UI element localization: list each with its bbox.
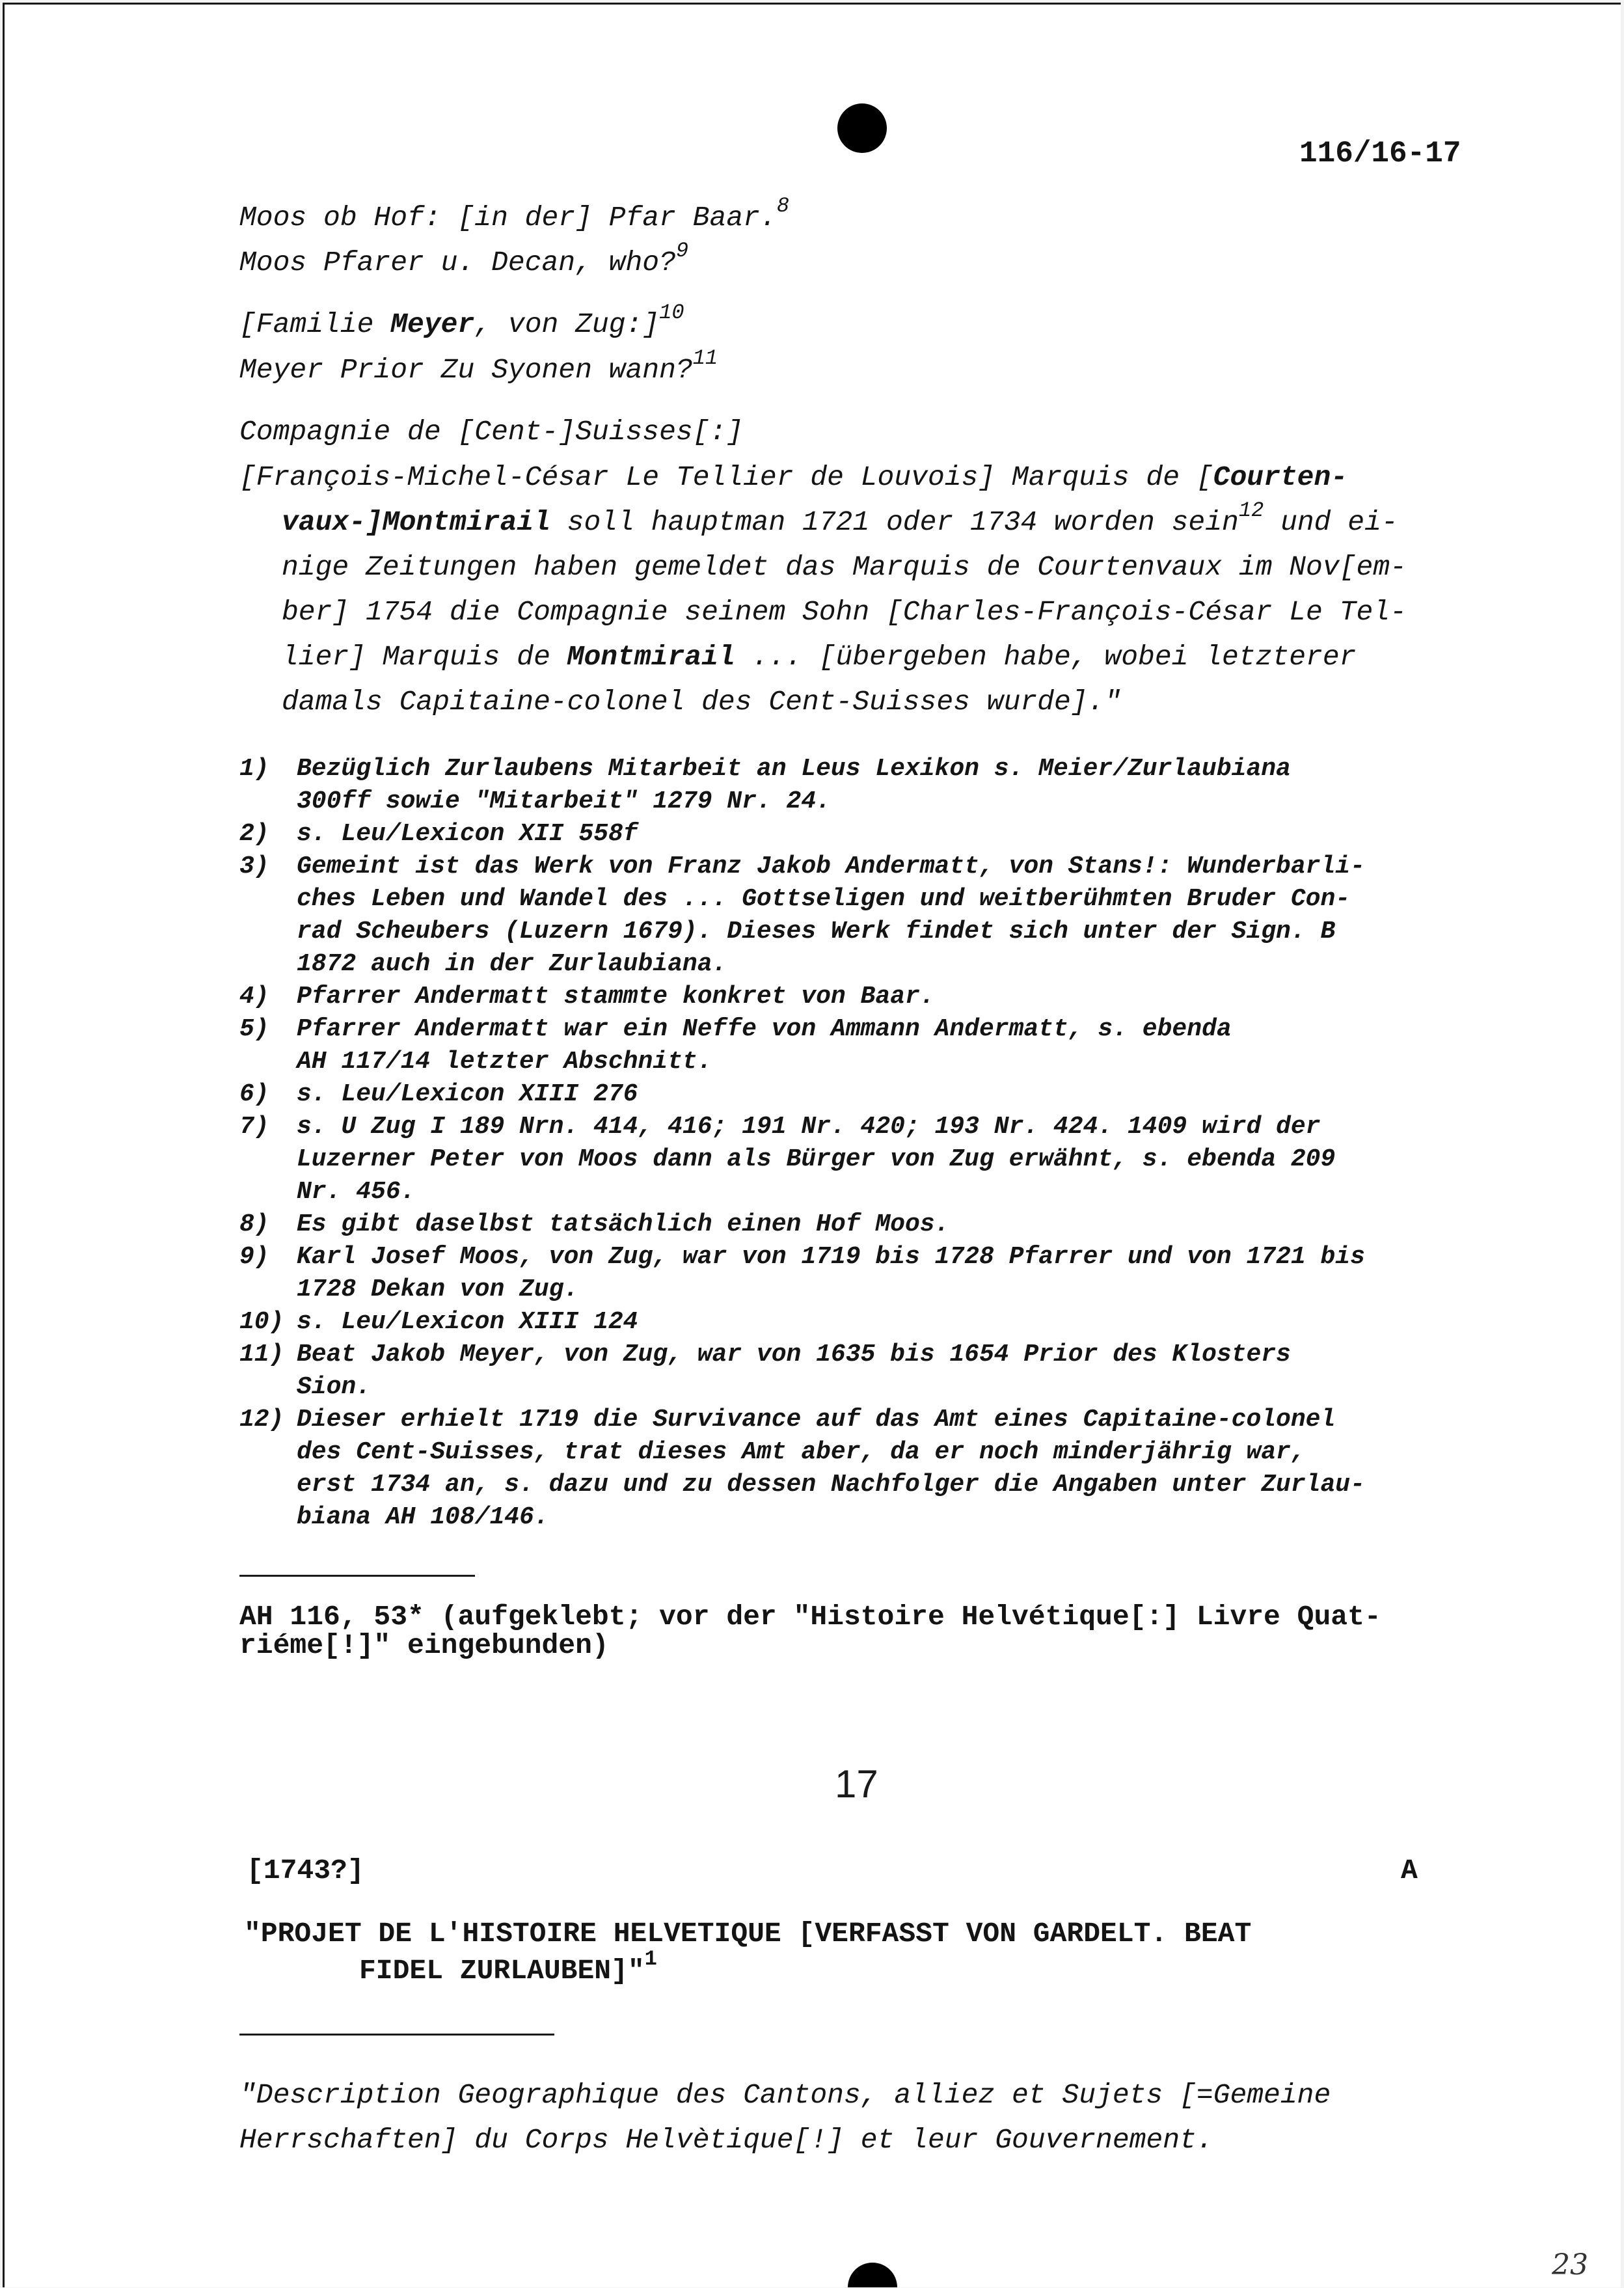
entry-meyer-prior: Meyer Prior Zu Syonen wann?$^{11}$ — [239, 346, 718, 386]
francois-line-4: ber] 1754 die Compagnie seinem Sohn [Charles-François-César Le Tel- — [282, 596, 1407, 628]
francois-line-3: nige Zeitungen haben gemeldet das Marquis de Courtenvaux im Nov[em- — [282, 551, 1407, 583]
divider-rule — [239, 1575, 475, 1577]
entry-moos-pfarer: Moos Pfarer u. Decan, who?$^9$ — [239, 238, 689, 279]
description-line-2: Herrschaften] du Corps Helvètique[!] et leur Gouvernement. — [239, 2124, 1213, 2156]
francois-line-6: damals Capitaine-colonel des Cent-Suisses wurde]." — [282, 686, 1122, 718]
document-title-line-1: "PROJET DE L'HISTOIRE HELVETIQUE [VERFASST VON GARDELT. BEAT — [244, 1918, 1252, 1950]
entry-familie-meyer: [Familie Meyer, von Zug:]$^{10}$ — [239, 300, 684, 340]
source-note-line-2: riéme[!]" eingebunden) — [239, 1629, 609, 1661]
francois-line-5: lier] Marquis de Montmirail ... [übergeben habe, wobei letzterer — [282, 641, 1357, 673]
punch-hole-bottom — [848, 2263, 897, 2287]
document-letter: A — [1401, 1855, 1418, 1886]
document-page: 116/16-17 Moos ob Hof: [in der] Pfar Baar.$^8$ Moos Pfarer u. Decan, who?$^9$ [Familie Meyer, von Zug:]$^{10}$ Meyer Prior Zu Syonen wann?$^{11}$ Compagnie de [Cent-]Suisses[:] [François-Michel-César Le Tellier de Louvois] Marquis de [Courten- vaux-]Montmirail soll hauptman 1721 oder 1734 worden sein$^{12}$ und ei- nige Zeitungen haben gemeldet das Marquis de Courtenvaux im Nov[em- ber] 1754 die Compagnie seinem Sohn [Charles-François-César Le Tel- lier] Marquis de Montmirail ... [übergeben habe, wobei letzterer damals Capitaine-colonel des Cent-Suisses wurde]." 1) Bezüglich Zurlaubens Mitarbeit an Leus Lexikon s. Meier/Zurlaubiana 300ff sowie "Mitarbeit" 1279 Nr. 24. 2) s. Leu/Lexicon XII 558f 3) Gemeint ist das Werk von Franz Jakob Andermatt, von Stans!: Wunderbarli- ches Leben und Wandel des ... Gottseligen und weitberühmten Bruder Con- rad Scheubers (Luzern 1679). Dieses Werk findet sich unter der Sign. B 1872 auch in der Zurlaubiana. 4) Pfarrer Andermatt stammte konkret von Baar. 5) Pfarrer Andermatt war ein Neffe von Ammann Andermatt, s. ebenda AH 117/14 letzter Abschnitt. 6) s. Leu/Lexicon XIII 276 7) s. U Zug I 189 Nrn. 414, 416; 191 Nr. 420; 193 Nr. 424. 1409 wird der Luzerner Peter von Moos dann als Bürger von Zug erwähnt, s. ebenda 209 Nr. 456. 8) Es gibt daselbst tatsächlich einen Hof Moos. 9) Karl Josef Moos, von Zug, war von 1719 bis 1728 Pfarrer und von 1721 bis 1728 Dekan von Zug. 10) s. Leu/Lexicon XIII 124 11) Beat Jakob Meyer, von Zug, war von 1635 bis 1654 Prior des Klosters Sion. 12) Dieser erhielt 1719 die Survivance auf das Amt eines Capitaine-colonel des Cent-Suisses, trat dieses Amt aber, da er noch minderjährig war, erst 1734 an, s. dazu und zu dessen Nachfolger die Angaben unter Zurlau- biana AH 108/146. AH 116, 53* (aufgeklebt; vor der "Histoire Helvétique[:] Livre Quat- riéme[!]" eingebunden) 17 [1743?] A "PROJET DE L'HISTOIRE HELVETIQUE [VERFASST VON GARDELT. BEAT FIDEL ZURLAUBEN]"$^1$ "Description Geographique des Cantons, alliez et Sujets [=Gemeine Herrschaften] du Corps Helvètique[!] et leur Gouvernement. 23 — [3, 3, 1621, 2287]
source-note-line-1: AH 116, 53* (aufgeklebt; vor der "Histoire Helvétique[:] Livre Quat- — [239, 1601, 1381, 1633]
page-reference: 116/16-17 — [1299, 137, 1461, 170]
divider-rule — [239, 2034, 554, 2036]
entry-moos-hof: Moos ob Hof: [in der] Pfar Baar.$^8$ — [239, 193, 789, 234]
francois-line-1: [François-Michel-César Le Tellier de Louvois] Marquis de [Courten- — [239, 461, 1348, 493]
punch-hole-top — [837, 103, 887, 153]
entry-compagnie: Compagnie de [Cent-]Suisses[:] — [239, 416, 744, 448]
francois-line-2: vaux-]Montmirail soll hauptman 1721 oder 1734 worden sein$^{12}$ und ei- — [282, 498, 1398, 538]
document-title-line-2: FIDEL ZURLAUBEN]"$^1$ — [359, 1946, 657, 1987]
handwritten-page-number: 23 — [1552, 2248, 1588, 2281]
document-number: 17 — [835, 1762, 878, 1806]
description-line-1: "Description Geographique des Cantons, alliez et Sujets [=Gemeine — [239, 2079, 1331, 2111]
document-date: [1743?] — [247, 1855, 364, 1886]
